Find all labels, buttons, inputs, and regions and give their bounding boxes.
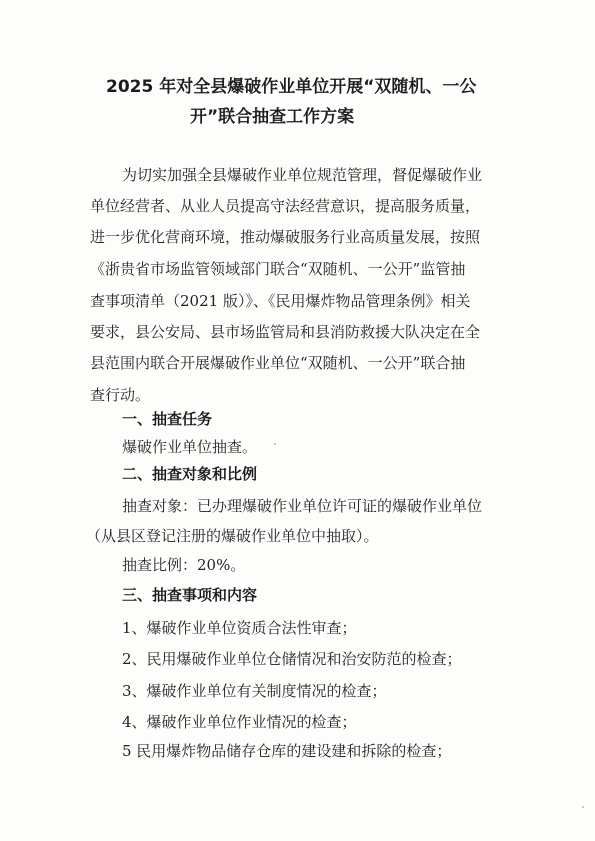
section-3-heading: 三、抽查事项和内容 — [122, 586, 258, 604]
section-2-object-line: （从县区登记注册的爆破作业单位中抽取）。 — [86, 527, 379, 545]
section-2-object-line: 抽查对象：已办理爆破作业单位许可证的爆破作业单位 — [122, 497, 483, 515]
intro-line: 查行动。 — [90, 386, 151, 404]
intro-line: 《浙贵省市场监管领域部门联合“双随机、一公开”监管抽 — [90, 260, 466, 278]
scan-speck — [274, 443, 276, 445]
document-title-line-2: 开”联合抽查工作方案 — [190, 107, 355, 127]
intro-line: 要求，县公安局、县市场监管局和县消防救援大队决定在全 — [90, 323, 481, 341]
section-3-item: 1、爆破作业单位资质合法性审查； — [122, 619, 357, 637]
section-1-body: 爆破作业单位抽查。 — [122, 438, 258, 456]
section-3-item: 2、民用爆破作业单位仓储情况和治安防范的检查； — [122, 650, 462, 668]
section-2-ratio: 抽查比例：20%。 — [122, 556, 246, 574]
section-1-heading: 一、抽查任务 — [122, 410, 213, 428]
intro-line: 进一步优化营商环境，推动爆破服务行业高质量发展，按照 — [90, 228, 481, 246]
section-3-item: 5 民用爆炸物品储存仓库的建设建和拆除的检查； — [122, 742, 452, 760]
intro-line: 为切实加强全县爆破作业单位规范管理，督促爆破作业 — [122, 166, 483, 184]
intro-line: 单位经营者、从业人员提高守法经营意识，提高服务质量， — [90, 197, 481, 215]
section-3-item: 4、爆破作业单位作业情况的检查； — [122, 713, 357, 731]
section-3-item: 3、爆破作业单位有关制度情况的检查； — [122, 682, 387, 700]
document-title-line-1: 2025 年对全县爆破作业单位开展“双随机、一公 — [106, 77, 477, 97]
scan-speck — [582, 806, 584, 808]
intro-line: 县范围内联合开展爆破作业单位“双随机、一公开”联合抽 — [90, 354, 466, 372]
section-2-heading: 二、抽查对象和比例 — [122, 465, 258, 483]
intro-line: 查事项清单（2021 版）》、《民用爆炸物品管理条例》相关 — [90, 292, 471, 310]
